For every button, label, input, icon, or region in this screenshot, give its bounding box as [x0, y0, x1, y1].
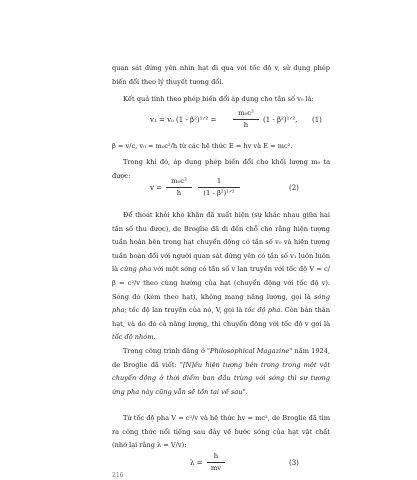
equation-3-denominator: mv: [210, 464, 222, 472]
equation-1-rhs: (1 - β²)¹ᐟ²,: [263, 116, 298, 124]
equation-3-number: (3): [289, 459, 299, 467]
equation-3-fraction-bar: [207, 462, 225, 463]
paragraph-5-emphasis-song-pha: sóng pha: [112, 292, 330, 315]
equation-3-numerator: h: [213, 452, 219, 460]
paragraph-5-text-2: với một sóng có tần số v lan truyền với tốc độ V = c/β = c²/v theo cùng hướng của hạt (chuyển động với tốc độ v). Sóng đó (kèm theo hạt), không mang năng lượng, gọi là: [112, 265, 330, 301]
paragraph-5-text-3: ; tốc độ lan truyền của nó, V, gọi là: [124, 306, 245, 315]
paragraph-6-quotation: [N]ếu hiện tượng bên trong trong một vật chuyển động ở thời điểm ban đầu trùng với sóng thì sự tương ứng pha này cũng vẫn sẽ tồn tại về sau: [112, 360, 330, 396]
paragraph-5-emphasis-toc-do-nhom: tốc độ nhóm: [112, 333, 154, 342]
paragraph-5-emphasis-cung-pha: cùng pha: [120, 265, 152, 274]
equation-2-fraction-bar-2: [198, 187, 240, 188]
paragraph-3: β = v/c, v₀ = m₀c²/h từ các hệ thức E = hv và E = mc².: [112, 142, 293, 150]
paragraph-5-text-5: .: [153, 333, 156, 342]
paragraph-6-text-2: năm 1924, de Broglie đã viết: ": [112, 347, 331, 369]
paragraph-5-text-4: . Còn bản thân hạt, và do đó cả năng lượng, thì chuyển động với tốc độ v gọi là: [112, 306, 330, 328]
equation-2-number: (2): [289, 184, 299, 192]
equation-1-fraction-bar: [233, 119, 259, 120]
equation-1-number: (1): [312, 116, 322, 124]
paragraph-5-emphasis-toc-do-pha: tốc độ pha: [244, 306, 281, 315]
paragraph-2: Kết quả tính theo phép biến đổi áp dụng cho tần số v₀ là:: [123, 95, 314, 103]
paragraph-5-text-1: Để thoát khỏi khó khăn đã xuất hiện (sự khác nhau giữa hai tần số thu được), de Broglie đã đi đến chỗ cho rằng hiện tượng tuần hoàn bên trong hạt chuyển động có tần số v₀ và hiện tượng tuần hoàn đối với người quan sát đứng yên có tần số v₁ luôn luôn là: [112, 211, 330, 274]
paragraph-1: quan sát đứng yên nhìn hạt đi qua với tốc độ v, sử dụng phép biến đổi theo lý thuyết tương đối.: [112, 64, 330, 86]
equation-1-denominator: h: [243, 121, 249, 129]
equation-1-lhs: v₁ = v₀ (1 - β²)¹ᐟ² =: [150, 116, 217, 124]
paragraph-7: Từ tốc độ pha V = c²/v và hệ thức hv = mc², de Broglie đã tìm ra công thức nổi tiếng sau đây về bước sóng của hạt vật chất (nhớ lại rằng λ = V/v):: [112, 414, 330, 450]
equation-2-denominator-1: h: [176, 189, 182, 197]
paragraph-6-text-1: Trong công trình đăng ở: [123, 347, 207, 355]
equation-2-denominator-2: (1 - β²)¹ᐟ²: [203, 189, 235, 197]
paragraph-6-journal-title: "Philosophical Magazine": [207, 347, 293, 355]
paragraph-6: [112, 345, 330, 399]
equation-2-lhs: v =: [150, 184, 163, 192]
page-number: 216: [112, 472, 124, 479]
equation-2-numerator-2: 1: [216, 177, 222, 185]
equation-2-fraction-bar-1: [166, 187, 192, 188]
paragraph-6-text-3: ".: [242, 387, 248, 396]
equation-3-lhs: λ =: [190, 459, 203, 467]
equation-1-numerator: m₀c²: [238, 109, 254, 117]
paragraph-5: [112, 209, 330, 345]
paragraph-4: Trong khi đó, áp dụng phép biến đổi cho khối lượng m₀ ta được:: [112, 158, 330, 180]
equation-2-numerator-1: m₀c²: [171, 177, 187, 185]
